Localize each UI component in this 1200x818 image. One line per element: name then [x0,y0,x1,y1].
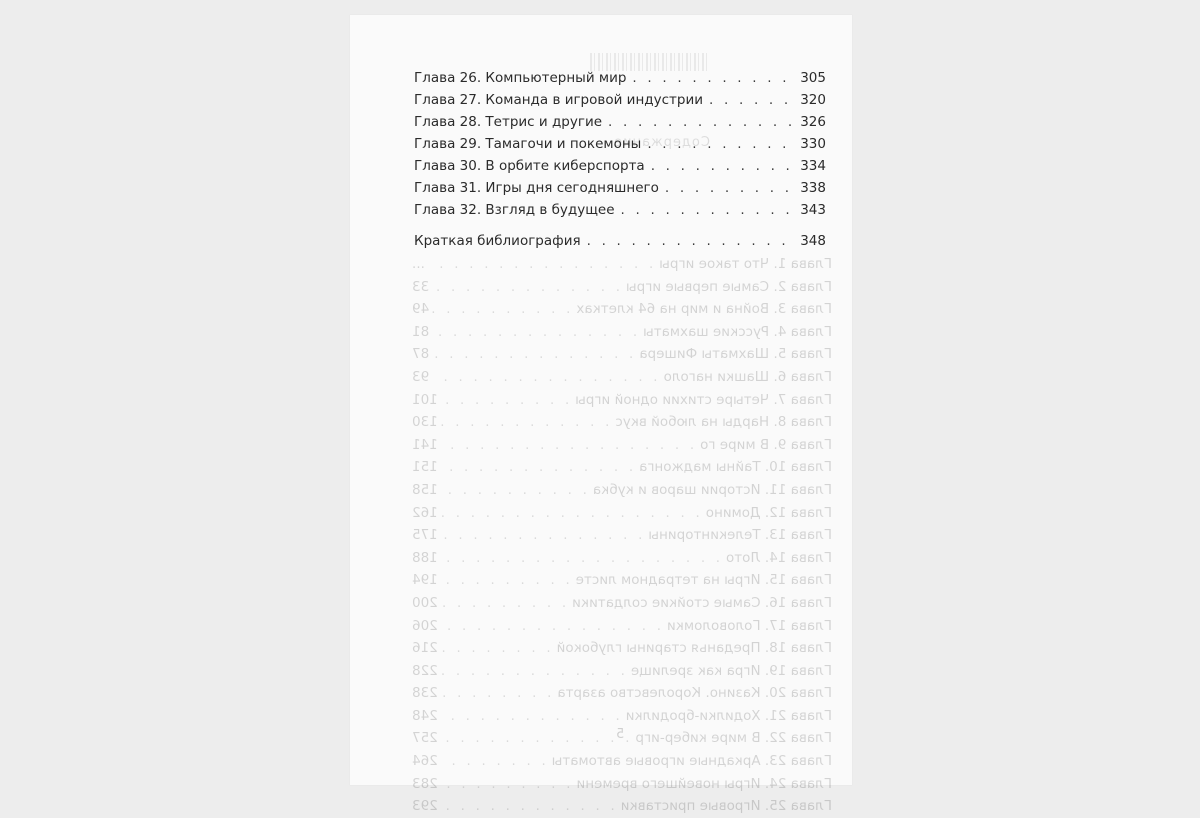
toc-entry-page-number: 305 [800,70,826,86]
toc-leader-dots [432,276,620,299]
toc-entry [412,343,832,366]
toc-leader-dots [441,750,546,773]
toc-entry-page-number: 338 [800,180,826,196]
toc-entry-page-number: 216 [412,640,438,657]
toc-entry-title: Глава 25. Игровые приставки [620,798,832,815]
toc-entry-title: Глава 32. Взгляд в будущее [414,202,615,218]
toc-entry-page-number: 320 [800,92,826,108]
toc-entry-title: Глава 14. Лото [726,549,832,566]
toc-leader-dots [441,479,587,502]
toc-leader-dots [709,89,797,111]
toc-entry-title: Глава 26. Компьютерный мир [414,70,627,86]
toc-entry-page-number: 93 [412,368,430,385]
toc-leader-dots [441,389,569,412]
toc-entry [412,750,832,773]
toc-entry [414,177,826,199]
toc-entry-page-number: 130 [412,414,438,431]
toc-entry [412,592,832,615]
toc-entry-page-number: 158 [412,481,438,498]
toc-leader-dots [432,343,633,366]
toc-entry-title: Глава 21. Ходилки-бродилки [625,707,832,724]
toc-entry [414,133,826,155]
toc-entry-title: Глава 29. Тамагочи и покемоны [414,136,642,152]
toc-entry [412,660,832,683]
toc-entry-page-number: 334 [800,158,826,174]
toc-entry-title: Глава 18. Преданья старины глубокой [556,640,832,657]
toc-entry [412,298,832,321]
toc-entry [414,155,826,177]
toc-leader-dots [441,615,661,638]
toc-entry-title: Глава 10. Тайны маджонга [639,459,832,476]
toc-entry-page-number: 293 [412,798,438,815]
toc-entry-page-number: 206 [412,617,438,634]
toc-leader-dots [441,637,551,660]
toc-entry [412,569,832,592]
toc-entry-page-number: 348 [800,233,826,249]
toc-entry [414,199,826,221]
toc-entry-page-number: 151 [412,459,438,476]
toc-entry-title: Глава 19. Игра как зрелище [630,662,832,679]
toc-entry-title: Глава 24. Игры новейшего времени [576,775,832,792]
toc-entry-title: Глава 20. Казино. Королевство азарта [557,685,832,702]
toc-entry-title: Глава 17. Головоломки [666,617,832,634]
toc-leader-dots [441,547,720,570]
book-page [350,15,852,815]
toc-entry-page-number: 81 [412,323,430,340]
bleedthrough-page-number: 5 [616,727,625,742]
toc-leader-dots [428,253,653,276]
toc-entry [412,321,832,344]
toc-entry [412,411,832,434]
toc-entry-page-number: 33 [412,278,430,295]
toc-entry-page-number: 228 [412,662,438,679]
toc-entry [412,434,832,457]
toc-leader-dots [647,133,797,155]
toc-entry-page-number: 194 [412,572,438,589]
toc-leader-dots [441,795,615,818]
toc-entry-title: Глава 7. Четыре стихии одной игры [575,391,832,408]
toc-entry-title: Глава 30. В орбите киберспорта [414,158,645,174]
toc-entry-page-number: 87 [412,346,430,363]
toc-leader-dots [432,298,570,321]
toc-entry-page-number: 175 [412,527,438,544]
toc-entry-page-number: 162 [412,504,438,521]
toc-entry-title: Глава 23. Аркадные игровые автоматы [551,753,832,770]
toc-leader-dots [441,727,630,750]
toc-entry [414,111,826,133]
toc-entry-page-number: 238 [412,685,438,702]
toc-leader-dots [441,660,625,683]
toc-entry [412,795,832,818]
toc-entry-page-number: 101 [412,391,438,408]
toc-entry [414,89,826,111]
toc-entry-page-number: 248 [412,707,438,724]
toc-entry-page-number: 49 [412,301,430,318]
toc-entry-title: Глава 16. Самые стойкие солдатики [572,594,832,611]
toc-entry-title: Глава 27. Команда в игровой индустрии [414,92,703,108]
toc-leader-dots [587,230,798,252]
toc-leader-dots [441,456,633,479]
toc-entry [414,67,826,89]
toc-leader-dots [441,502,700,525]
toc-entry-page-number: 330 [800,136,826,152]
toc-entry-title: Глава 5. Шахматы Фишера [639,346,832,363]
toc-entry [412,705,832,728]
toc-leader-dots [441,773,571,796]
toc-entry [412,615,832,638]
toc-entry [412,637,832,660]
toc-entry-page-number: 326 [800,114,826,130]
toc-entry [412,502,832,525]
toc-leader-dots [441,592,566,615]
toc-leader-dots [665,177,797,199]
toc-entry-page-number: 200 [412,594,438,611]
toc-entry-page-number: 188 [412,549,438,566]
toc-leader-dots [441,569,570,592]
toc-entry-title: Глава 28. Тетрис и другие [414,114,603,130]
toc-leader-dots [441,434,694,457]
toc-entry [412,456,832,479]
toc-entry-page-number: 343 [800,202,826,218]
toc-entry-title: Глава 15. Игры на тетрадном листе [575,572,832,589]
toc-entry [412,366,832,389]
table-of-contents [414,67,826,252]
toc-entry-page-number: ... [412,256,425,272]
toc-entry-page-number: 283 [412,775,438,792]
toc-entry [412,479,832,502]
toc-entry-title: Глава 1. Что такое игры [659,256,832,272]
toc-leader-dots [432,321,637,344]
toc-leader-dots [432,366,657,389]
toc-entry-page-number: 264 [412,753,438,770]
toc-entry-title: Глава 6. Шашки наголо [663,368,832,385]
toc-leader-dots [608,111,797,133]
toc-entry-title: Глава 11. Истории шаров и кубка [592,481,832,498]
toc-entry-page-number: 257 [412,730,438,747]
toc-leader-dots [441,411,610,434]
toc-entry-title: Глава 8. Нарды на любой вкус [615,414,832,431]
toc-entry [412,524,832,547]
toc-entry-title: Глава 31. Игры дня сегодняшнего [414,180,659,196]
toc-leader-dots [621,199,798,221]
toc-leader-dots [441,524,643,547]
bleedthrough-header: Содержание [613,135,710,150]
toc-leader-dots [441,705,620,728]
toc-entry [412,773,832,796]
toc-entry [412,682,832,705]
toc-entry-title: Глава 12. Домино [705,504,832,521]
toc-entry [414,230,826,252]
toc-leader-dots [632,67,797,89]
toc-entry-title: Глава 13. Телекинторины [648,527,832,544]
toc-entry-title: Глава 4. Русские шахматы [643,323,832,340]
toc-entry-page-number: 141 [412,436,438,453]
toc-leader-dots [441,682,552,705]
toc-leader-dots [651,155,798,177]
toc-entry-title: Глава 9. В мире го [700,436,832,453]
toc-entry-title: Краткая библиография [414,233,581,249]
toc-entry-title: Глава 2. Самые первые игры [626,278,832,295]
toc-entry [412,389,832,412]
toc-entry-title: Глава 22. В мире кибер-игр [635,730,832,747]
toc-entry [412,547,832,570]
toc-entry-title: Глава 3. Война и мир на 64 клетках [576,301,832,318]
toc-entry [412,276,832,299]
toc-entry [412,253,832,276]
